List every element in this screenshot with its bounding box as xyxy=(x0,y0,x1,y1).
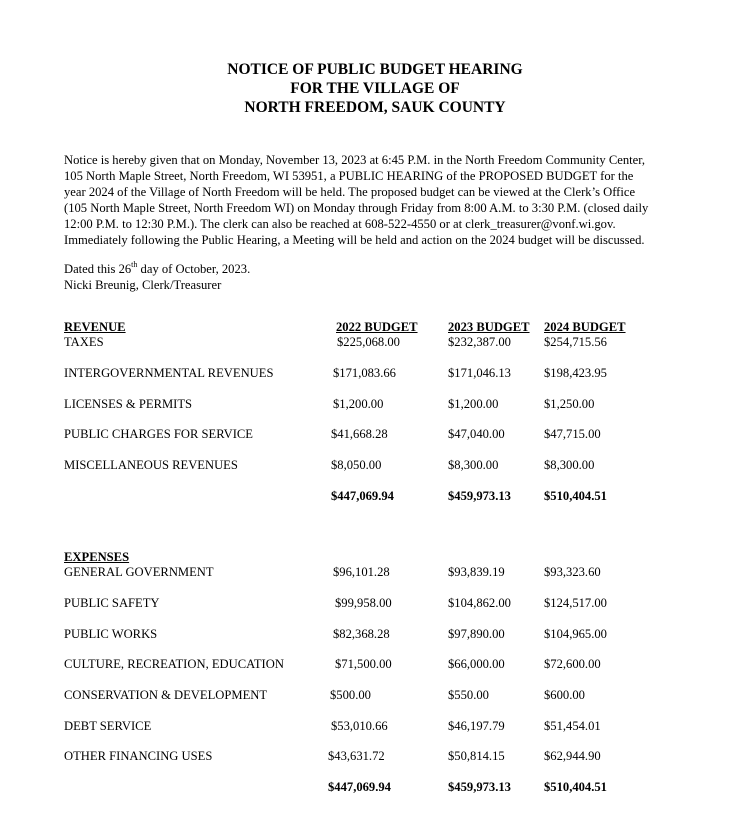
expense-value-2022: $500.00 xyxy=(330,688,371,702)
revenue-value-2024: $8,300.00 xyxy=(544,458,595,472)
expense-value-2024: $72,600.00 xyxy=(544,657,601,671)
dated-prefix: Dated this 26 xyxy=(64,262,132,276)
revenue-value-2023: $1,200.00 xyxy=(448,397,499,411)
revenue-total-2024: $510,404.51 xyxy=(544,489,607,503)
expense-value-2024: $51,454.01 xyxy=(544,719,601,733)
revenue-value-2022: $1,200.00 xyxy=(333,397,384,411)
expense-total-2024: $510,404.51 xyxy=(544,780,607,794)
title-line-3: NORTH FREEDOM, SAUK COUNTY xyxy=(244,99,506,116)
expense-row-label: PUBLIC WORKS xyxy=(64,627,158,641)
revenue-row-label: PUBLIC CHARGES FOR SERVICE xyxy=(64,427,253,441)
column-header-2022: 2022 BUDGET xyxy=(336,320,418,334)
revenue-total-2022: $447,069.94 xyxy=(331,489,394,503)
notice-line: 105 North Maple Street, North Freedom, WI 53951, a PUBLIC HEARING of the PROPOSED BUDGET for the xyxy=(64,169,634,183)
notice-line: Immediately following the Public Hearing, a Meeting will be held and action on the 2024 budget will be discussed. xyxy=(64,233,645,247)
expense-value-2024: $62,944.90 xyxy=(544,749,601,763)
notice-line: 12:00 P.M. to 12:30 P.M.). The clerk can also be reached at 608-522-4550 or at clerk_treasurer@vonf.wi.gov. xyxy=(64,217,616,231)
dated-line xyxy=(64,261,250,277)
signer-line: Nicki Breunig, Clerk/Treasurer xyxy=(64,278,222,292)
revenue-row-label: LICENSES & PERMITS xyxy=(64,397,193,411)
column-header-2023: 2023 BUDGET xyxy=(448,320,530,334)
expense-value-2023: $97,890.00 xyxy=(448,627,505,641)
expense-total-2022: $447,069.94 xyxy=(328,780,391,794)
revenue-value-2024: $1,250.00 xyxy=(544,397,595,411)
expense-row-label: PUBLIC SAFETY xyxy=(64,596,160,610)
expense-value-2023: $550.00 xyxy=(448,688,489,702)
revenue-value-2022: $225,068.00 xyxy=(337,335,400,349)
revenue-value-2023: $232,387.00 xyxy=(448,335,511,349)
expense-value-2023: $104,862.00 xyxy=(448,596,511,610)
expense-row-label: DEBT SERVICE xyxy=(64,719,152,733)
expenses-heading: EXPENSES xyxy=(64,550,130,564)
expense-value-2022: $53,010.66 xyxy=(331,719,388,733)
expense-value-2022: $96,101.28 xyxy=(333,565,390,579)
expense-value-2023: $93,839.19 xyxy=(448,565,505,579)
expense-value-2022: $43,631.72 xyxy=(328,749,385,763)
notice-paragraph xyxy=(64,152,704,248)
title-line-2: FOR THE VILLAGE OF xyxy=(290,80,460,97)
revenue-value-2024: $198,423.95 xyxy=(544,366,607,380)
expense-value-2023: $66,000.00 xyxy=(448,657,505,671)
expense-row-label: CONSERVATION & DEVELOPMENT xyxy=(64,688,268,702)
dated-ordinal: th xyxy=(131,259,138,269)
revenue-row-label: TAXES xyxy=(64,335,104,349)
notice-line: year 2024 of the Village of North Freedom will be held. The proposed budget can be viewed at the Clerk’s Office xyxy=(64,185,636,199)
revenue-value-2023: $171,046.13 xyxy=(448,366,511,380)
revenue-value-2024: $47,715.00 xyxy=(544,427,601,441)
expense-value-2024: $600.00 xyxy=(544,688,585,702)
notice-line: Notice is hereby given that on Monday, November 13, 2023 at 6:45 P.M. in the North Freedom Community Center, xyxy=(64,153,646,167)
revenue-value-2022: $41,668.28 xyxy=(331,427,388,441)
expense-value-2022: $82,368.28 xyxy=(333,627,390,641)
notice-line: (105 North Maple Street, North Freedom WI) on Monday through Friday from 8:00 A.M. to 3:30 P.M. (closed daily xyxy=(64,201,649,215)
revenue-value-2022: $171,083.66 xyxy=(333,366,396,380)
revenue-value-2024: $254,715.56 xyxy=(544,335,607,349)
expense-value-2023: $50,814.15 xyxy=(448,749,505,763)
dated-rest: day of October, 2023. xyxy=(137,262,251,276)
revenue-heading: REVENUE xyxy=(64,320,126,334)
title-line-1: NOTICE OF PUBLIC BUDGET HEARING xyxy=(227,61,523,78)
revenue-value-2023: $47,040.00 xyxy=(448,427,505,441)
revenue-value-2023: $8,300.00 xyxy=(448,458,499,472)
expense-value-2023: $46,197.79 xyxy=(448,719,505,733)
expense-row-label: CULTURE, RECREATION, EDUCATION xyxy=(64,657,284,671)
expense-row-label: OTHER FINANCING USES xyxy=(64,749,213,763)
expense-value-2022: $99,958.00 xyxy=(335,596,392,610)
column-header-2024: 2024 BUDGET xyxy=(544,320,626,334)
revenue-total-2023: $459,973.13 xyxy=(448,489,511,503)
revenue-row-label: MISCELLANEOUS REVENUES xyxy=(64,458,238,472)
revenue-row-label: INTERGOVERNMENTAL REVENUES xyxy=(64,366,274,380)
revenue-value-2022: $8,050.00 xyxy=(331,458,382,472)
dated-block xyxy=(64,261,250,293)
expense-row-label: GENERAL GOVERNMENT xyxy=(64,565,214,579)
notice-title xyxy=(0,60,744,117)
expense-value-2022: $71,500.00 xyxy=(335,657,392,671)
expense-total-2023: $459,973.13 xyxy=(448,780,511,794)
expense-value-2024: $93,323.60 xyxy=(544,565,601,579)
expense-value-2024: $124,517.00 xyxy=(544,596,607,610)
expense-value-2024: $104,965.00 xyxy=(544,627,607,641)
